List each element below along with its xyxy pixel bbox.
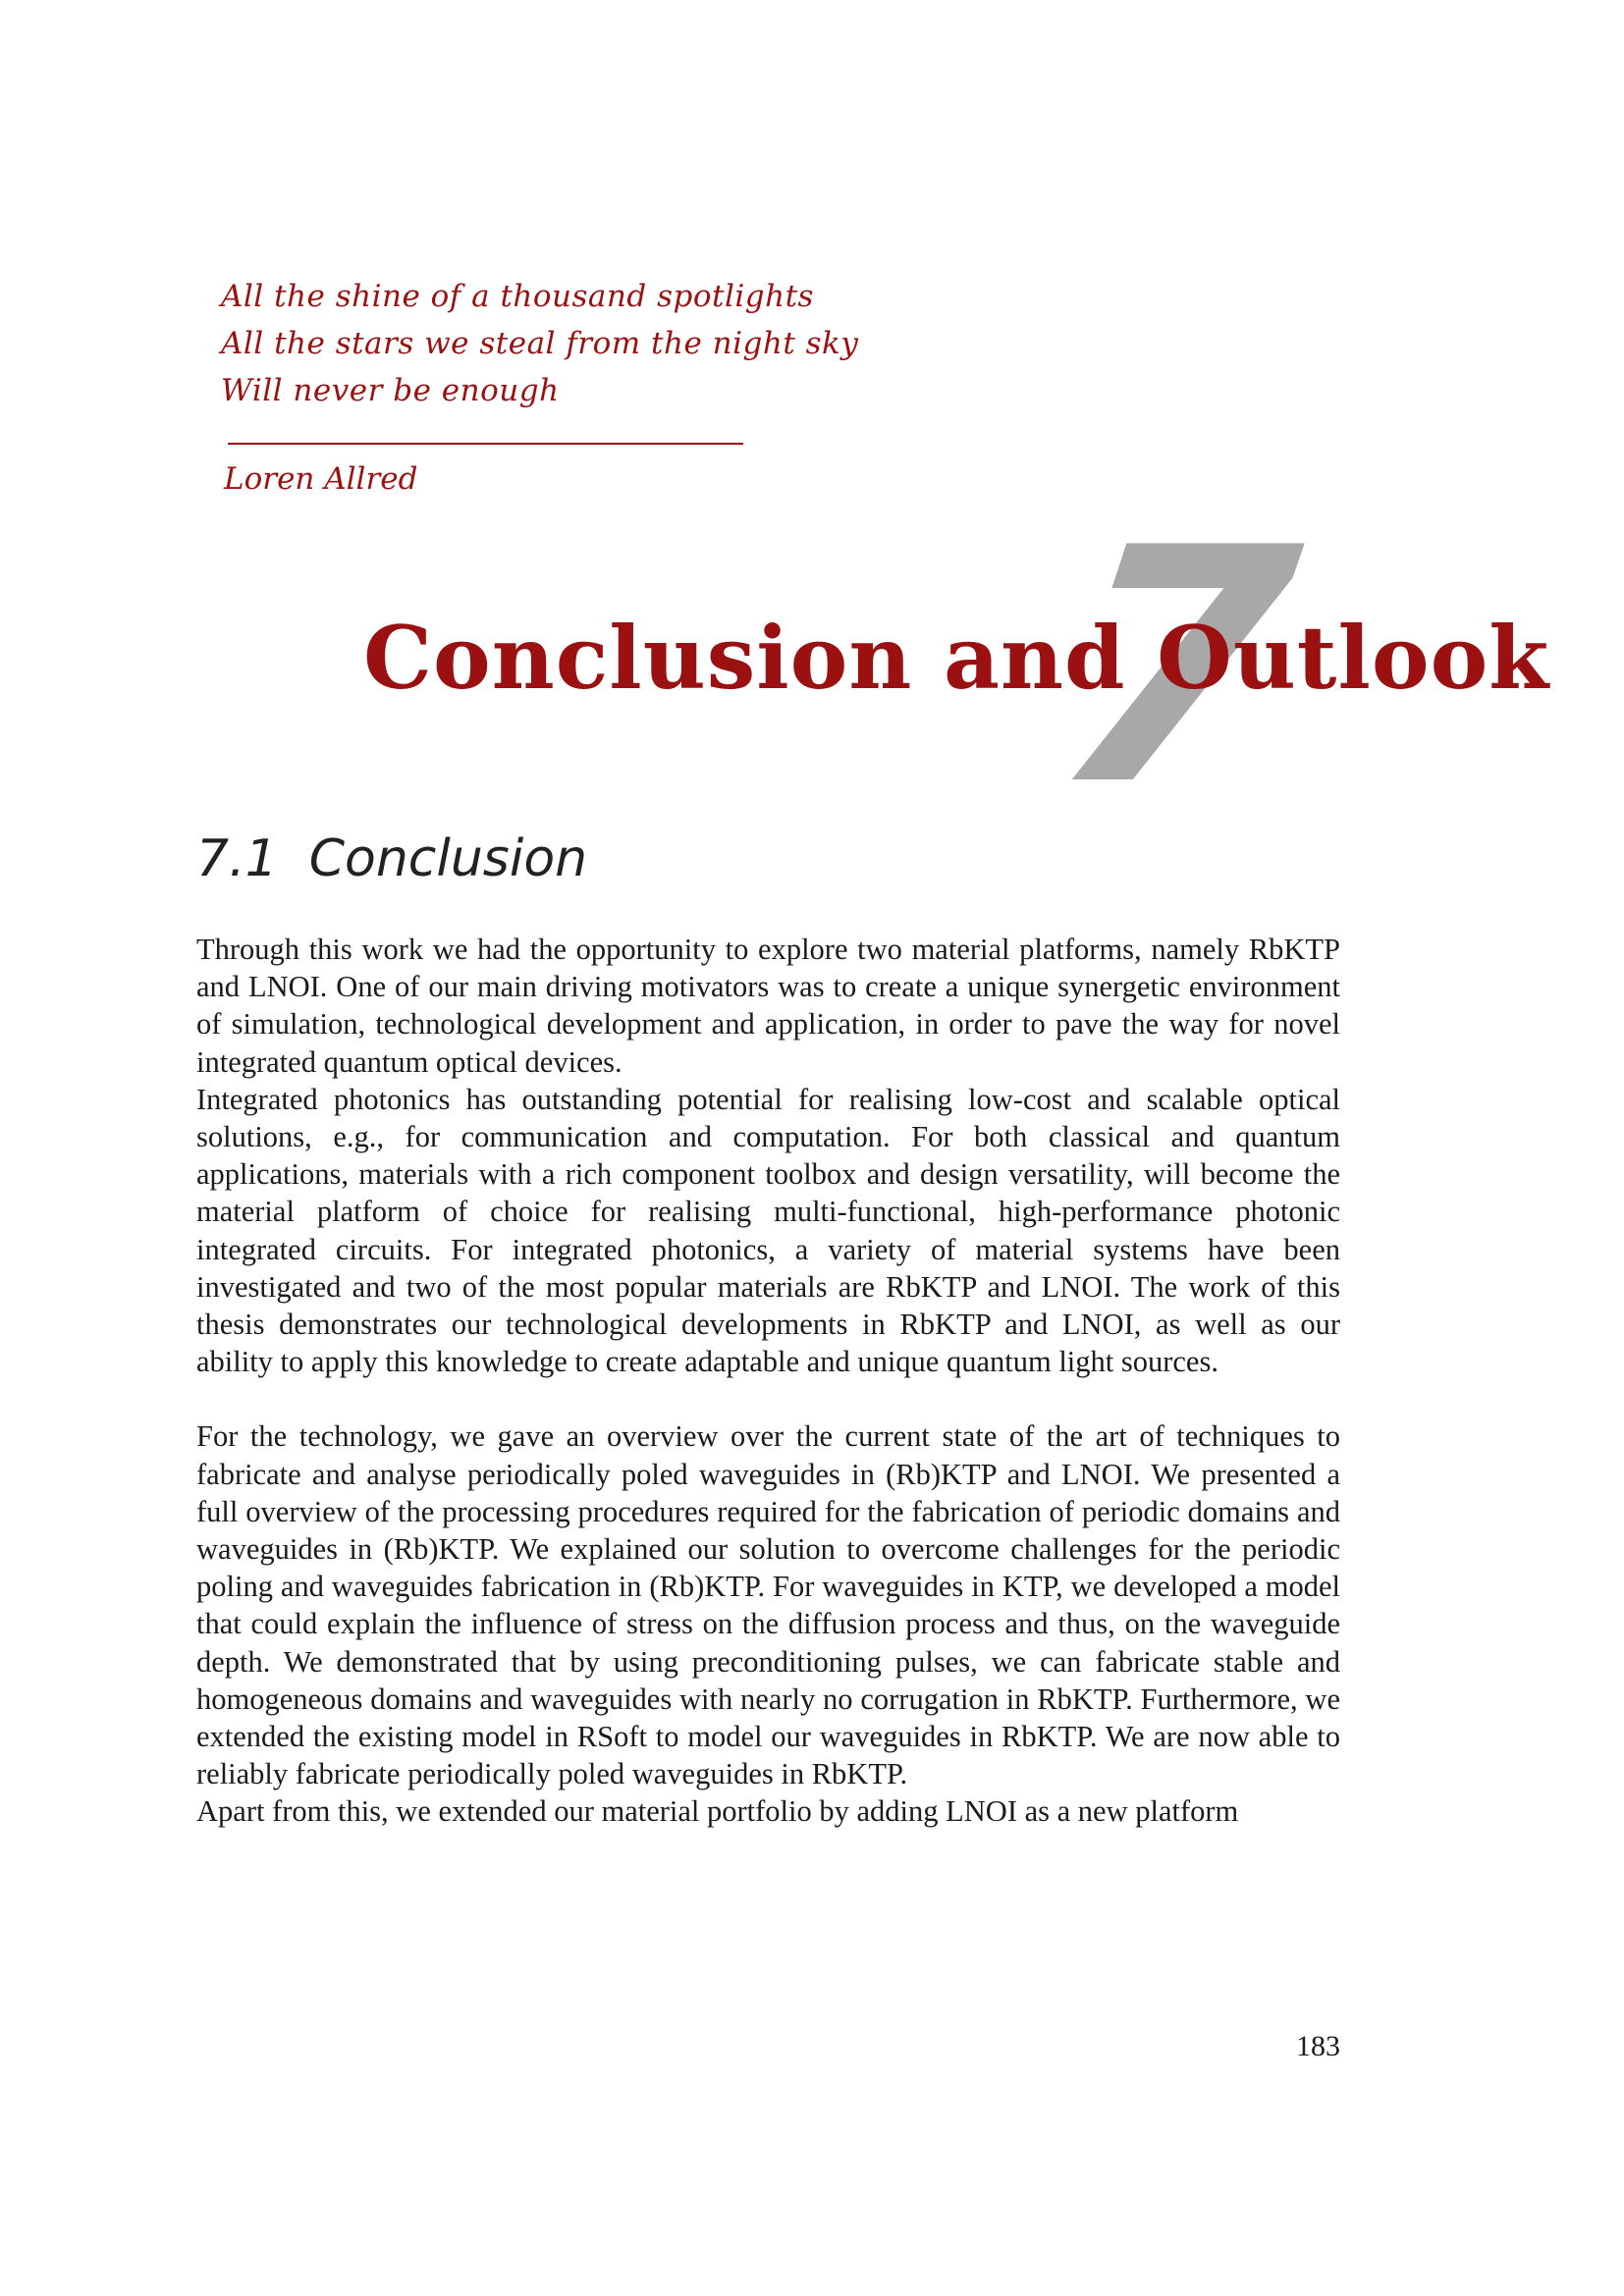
epigraph-divider <box>228 443 743 445</box>
chapter-title: Conclusion and Outlook <box>363 607 1550 709</box>
section-number: 7.1 <box>196 829 278 888</box>
paragraph: Apart from this, we extended our material portfolio by adding LNOI as a new platform <box>196 1794 1239 1829</box>
epigraph-line-3: Will never be enough <box>221 373 560 408</box>
epigraph-line-2: All the stars we steal from the night sky <box>221 326 859 361</box>
section-title: Conclusion <box>308 829 588 888</box>
epigraph-line-1: All the shine of a thousand spotlights <box>221 279 814 314</box>
page-number: 183 <box>1296 2030 1340 2062</box>
epigraph-author: Loren Allred <box>224 461 418 497</box>
chapter-number: 7 <box>1036 479 1315 856</box>
section-heading <box>196 829 587 888</box>
paragraph: For the technology, we gave an overview over the current state of the art of techniques to fabricate and analyse periodically poled waveguides in (Rb)KTP and LNOI. We presented a full overview of the processing procedures required for the fabrication of periodic domains and waveguides in (Rb)KTP. We explained our solution to overcome challenges for the periodic poling and waveguides fabrication in (Rb)KTP. For waveguides in KTP, we developed a model that could explain the influence of stress on the diffusion process and thus, on the waveguide depth. We demonstrated that by using preconditioning pulses, we can fabricate stable and homogeneous domains and waveguides with nearly no corrugation in RbKTP. Furthermore, we extended the existing model in RSoft to model our waveguides in RbKTP. We are now able to reliably fabricate periodically poled waveguides in RbKTP. <box>196 1419 1340 1791</box>
epigraph <box>221 273 859 414</box>
paragraph: Integrated photonics has outstanding potential for realising low-cost and scalable optical solutions, e.g., for communication and computation. For both classical and quantum applications, materials with a rich component toolbox and design versatility, will become the material platform of choice for realising multi-functional, high-performance photonic integrated circuits. For integrated photonics, a variety of material systems have been investigated and two of the most popular materials are RbKTP and LNOI. The work of this thesis demonstrates our technological developments in RbKTP and LNOI, as well as our ability to apply this knowledge to create adaptable and unique quantum light sources. <box>196 1082 1340 1379</box>
body-text <box>196 931 1340 1831</box>
paragraph: Through this work we had the opportunity to explore two material platforms, namely RbKTP and LNOI. One of our main driving motivators was to create a unique synergetic environment of simulation, technological development and application, in order to pave the way for novel integrated quantum optical devices. <box>196 933 1340 1079</box>
